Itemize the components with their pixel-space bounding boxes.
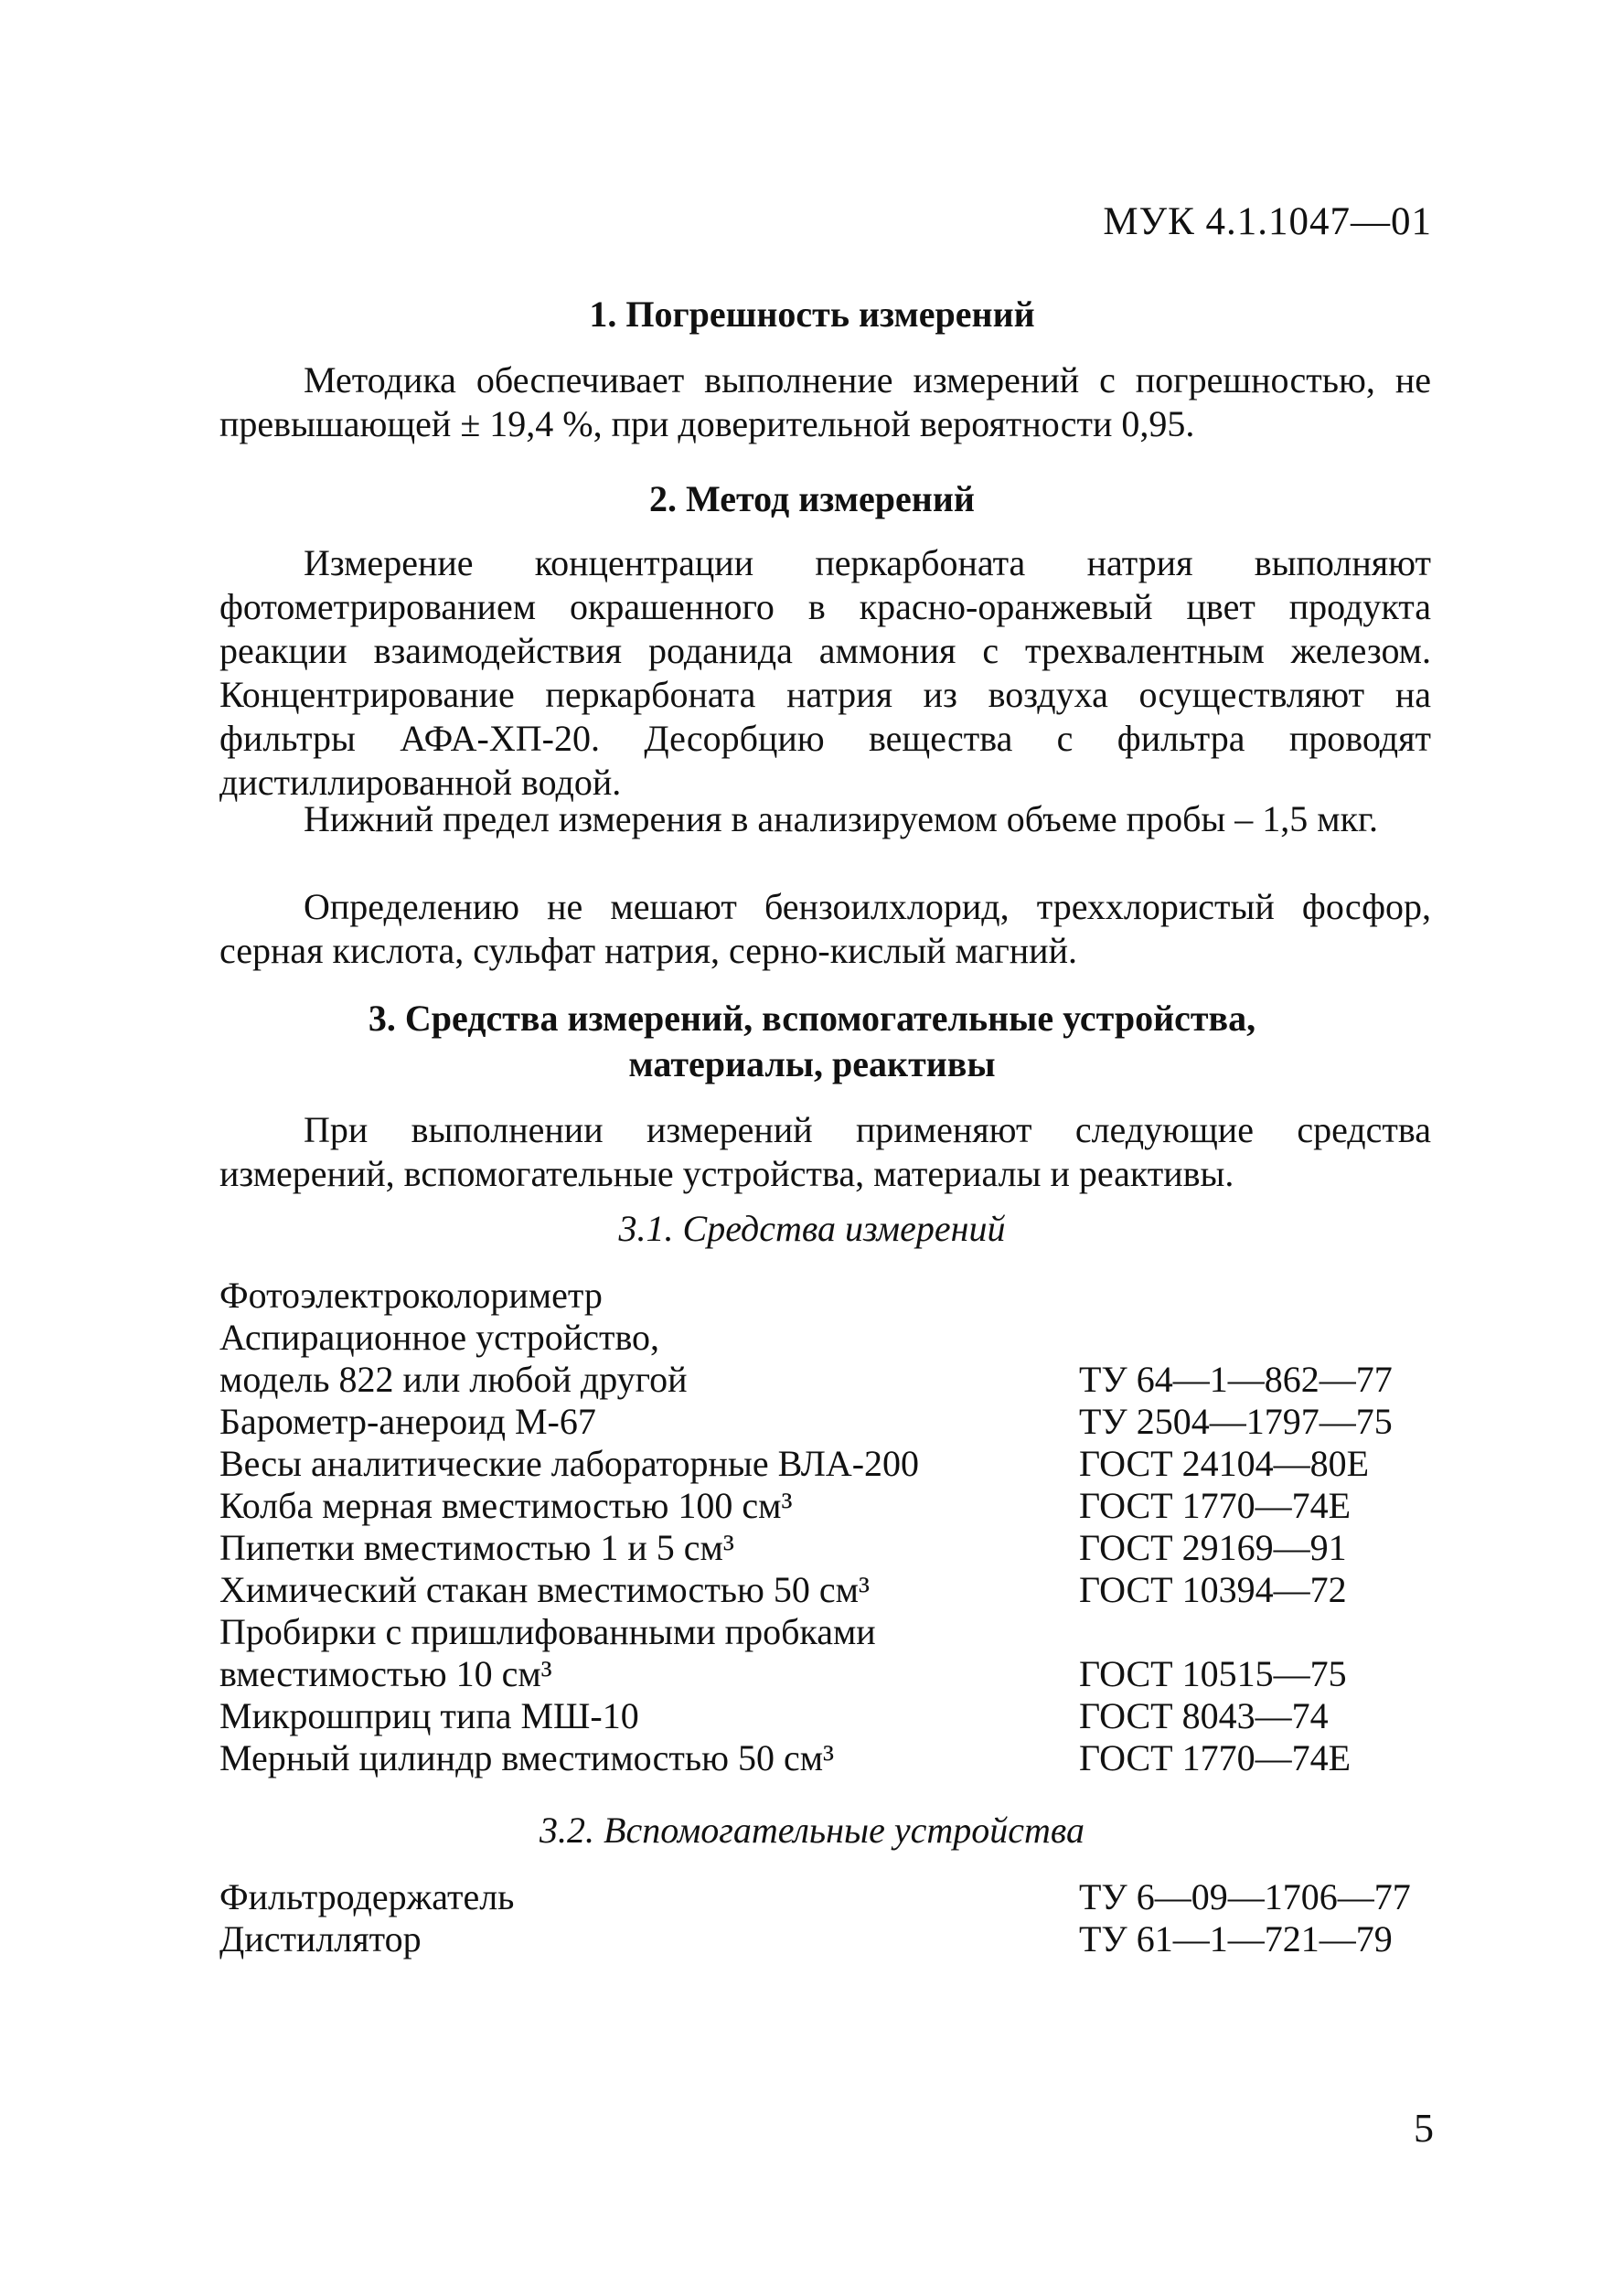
item-name: модель 822 или любой другой	[219, 1359, 688, 1400]
item-standard: ГОСТ 1770—74Е	[1079, 1737, 1352, 1778]
list-item	[219, 1653, 1445, 1695]
list-item	[219, 1275, 1445, 1317]
item-name: вместимостью 10 см³	[219, 1653, 552, 1694]
list-item	[219, 1359, 1445, 1401]
item-standard: ТУ 2504—1797—75	[1079, 1401, 1393, 1442]
measurement-instruments-list	[219, 1275, 1445, 1779]
list-item	[219, 1485, 1445, 1527]
list-item	[219, 1918, 1445, 1960]
item-name: Весы аналитические лабораторные ВЛА-200	[219, 1443, 920, 1484]
item-name: Колба мерная вместимостью 100 см³	[219, 1485, 793, 1526]
item-standard: ГОСТ 10515—75	[1079, 1653, 1347, 1694]
item-standard: ТУ 64—1—862—77	[1079, 1359, 1393, 1400]
list-item	[219, 1527, 1445, 1569]
section-3-title-line-1: 3. Средства измерений, вспомогательные устройства,	[368, 998, 1256, 1039]
item-name: Химический стакан вместимостью 50 см³	[219, 1569, 870, 1610]
item-standard: ГОСТ 24104—80Е	[1079, 1443, 1370, 1484]
section-2-paragraph-3: Определению не мешают бензоилхлорид, треххлористый фосфор, серная кислота, сульфат натрия, серно-кислый магний.	[219, 886, 1431, 971]
subsection-3-1-title: 3.1. Средства измерений	[618, 1208, 1006, 1249]
section-1-text: Методика обеспечивает выполнение измерений с погрешностью, не превышающей ± 19,4 %, при доверительной вероятности 0,95.	[219, 359, 1431, 444]
item-standard: ГОСТ 10394—72	[1079, 1569, 1347, 1610]
item-standard: ГОСТ 8043—74	[1079, 1695, 1329, 1736]
item-name: Дистиллятор	[219, 1918, 422, 1959]
item-name: Мерный цилиндр вместимостью 50 см³	[219, 1737, 835, 1778]
list-item	[219, 1695, 1445, 1737]
item-standard: ТУ 6—09—1706—77	[1079, 1876, 1411, 1917]
section-3-intro: При выполнении измерений применяют следующие средства измерений, вспомогательные устройства, материалы и реактивы.	[219, 1109, 1431, 1194]
list-item	[219, 1611, 1445, 1653]
item-name: Пипетки вместимостью 1 и 5 см³	[219, 1527, 734, 1568]
item-name: Микрошприц типа МШ-10	[219, 1695, 639, 1736]
auxiliary-devices-list	[219, 1876, 1445, 1960]
section-2-title: 2. Метод измерений	[649, 478, 975, 519]
item-standard: ГОСТ 1770—74Е	[1079, 1485, 1352, 1526]
page-number: 5	[1414, 2106, 1434, 2151]
item-name: Барометр-анероид М-67	[219, 1401, 596, 1442]
section-2-paragraph-2: Нижний предел измерения в анализируемом объеме пробы – 1,5 мкг.	[304, 798, 1378, 839]
item-standard: ГОСТ 29169—91	[1079, 1527, 1347, 1568]
item-name: Аспирационное устройство,	[219, 1317, 660, 1358]
section-2-paragraph-1: Измерение концентрации перкарбоната натрия выполняют фотометрированием окрашенного в красно-оранжевый цвет продукта реакции взаимодействия роданида аммония с трехвалентным железом. Концентрирование перкарбоната натрия из воздуха осуществляют на фильтры АФА-ХП-20. Десорбцию вещества с фильтра проводят дистиллированной водой.	[219, 542, 1431, 803]
list-item	[219, 1443, 1445, 1485]
item-standard: ТУ 61—1—721—79	[1079, 1918, 1393, 1959]
section-3-title-line-2: материалы, реактивы	[628, 1043, 996, 1084]
list-item	[219, 1737, 1445, 1779]
list-item	[219, 1876, 1445, 1918]
section-1-title: 1. Погрешность измерений	[589, 294, 1035, 335]
subsection-3-2-title: 3.2. Вспомогательные устройства	[540, 1810, 1084, 1851]
item-name: Фильтродержатель	[219, 1876, 515, 1917]
list-item	[219, 1401, 1445, 1443]
list-item	[219, 1317, 1445, 1359]
document-code: МУК 4.1.1047—01	[1103, 200, 1432, 243]
list-item	[219, 1569, 1445, 1611]
item-name: Фотоэлектроколориметр	[219, 1275, 603, 1316]
item-name: Пробирки с пришлифованными пробками	[219, 1611, 876, 1652]
